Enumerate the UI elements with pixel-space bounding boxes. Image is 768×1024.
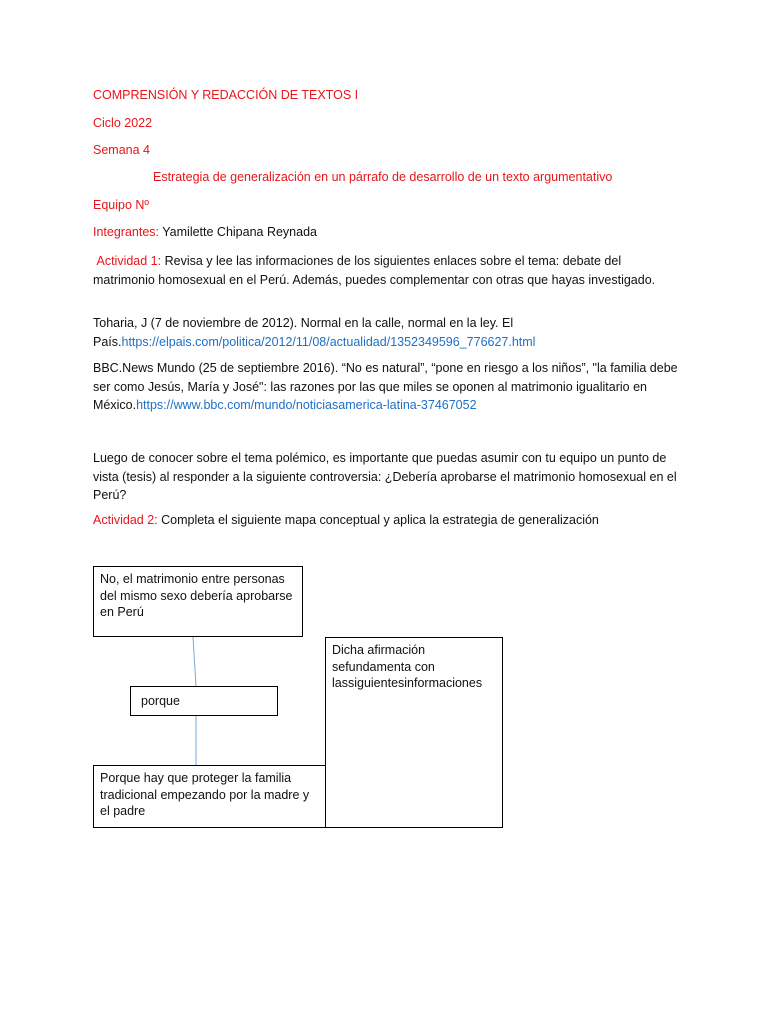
members-names: Yamilette Chipana Reynada bbox=[162, 225, 317, 239]
cycle-label: Ciclo 2022 bbox=[93, 116, 153, 130]
thesis-box: No, el matrimonio entre personas del mismo sexo debería aprobarse en Perú bbox=[93, 566, 303, 637]
reference-bbc-link[interactable]: https://www.bbc.com/mundo/noticiasamerica-latina-37467052 bbox=[136, 398, 477, 412]
team-label: Equipo Nº bbox=[93, 198, 149, 212]
document-title: Estrategia de generalización en un párrafo de desarrollo de un texto argumentativo bbox=[153, 170, 613, 184]
connector-line-top bbox=[193, 637, 196, 686]
intro-paragraph: Luego de conocer sobre el tema polémico, es importante que puedas asumir con tu equipo un punto de vista (tesis) al responder a la siguiente controversia: ¿Debería aprobarse el matrimonio homosexual en el Perú? bbox=[93, 451, 677, 502]
activity2-text: Completa el siguiente mapa conceptual y aplica la estrategia de generalización bbox=[161, 513, 599, 527]
reference-bbc-text: BBC.News Mundo (25 de septiembre 2016). “No es natural”, “pone en riesgo a los niños”, "la familia debe ser como Jesús, María y José": las razones por las que miles se oponen al matrimonio igualitario en México. bbox=[93, 361, 678, 412]
members-label: Integrantes: bbox=[93, 225, 160, 239]
activity1-label: Actividad 1: bbox=[96, 254, 162, 268]
course-title: COMPRENSIÓN Y REDACCIÓN DE TEXTOS I bbox=[93, 88, 359, 102]
connector-box: porque bbox=[130, 686, 278, 716]
reference-elpais-link[interactable]: https://elpais.com/politica/2012/11/08/actualidad/1352349596_776627.html bbox=[121, 334, 536, 349]
support-box: Dicha afirmación sefundamenta con lassiguientesinformaciones bbox=[325, 637, 503, 828]
activity2-label: Actividad 2: bbox=[93, 513, 158, 527]
reason-box: Porque hay que proteger la familia tradicional empezando por la madre y el padre bbox=[93, 765, 326, 828]
activity1-text: Revisa y lee las informaciones de los siguientes enlaces sobre el tema: debate del matrimonio homosexual en el Perú. Además, puedes complementar con otras que hayas investigado. bbox=[93, 254, 656, 287]
week-label: Semana 4 bbox=[93, 143, 150, 157]
reference-elpais-text: Toharia, J (7 de noviembre de 2012). Normal en la calle, normal en la ley. El País. bbox=[93, 316, 514, 349]
